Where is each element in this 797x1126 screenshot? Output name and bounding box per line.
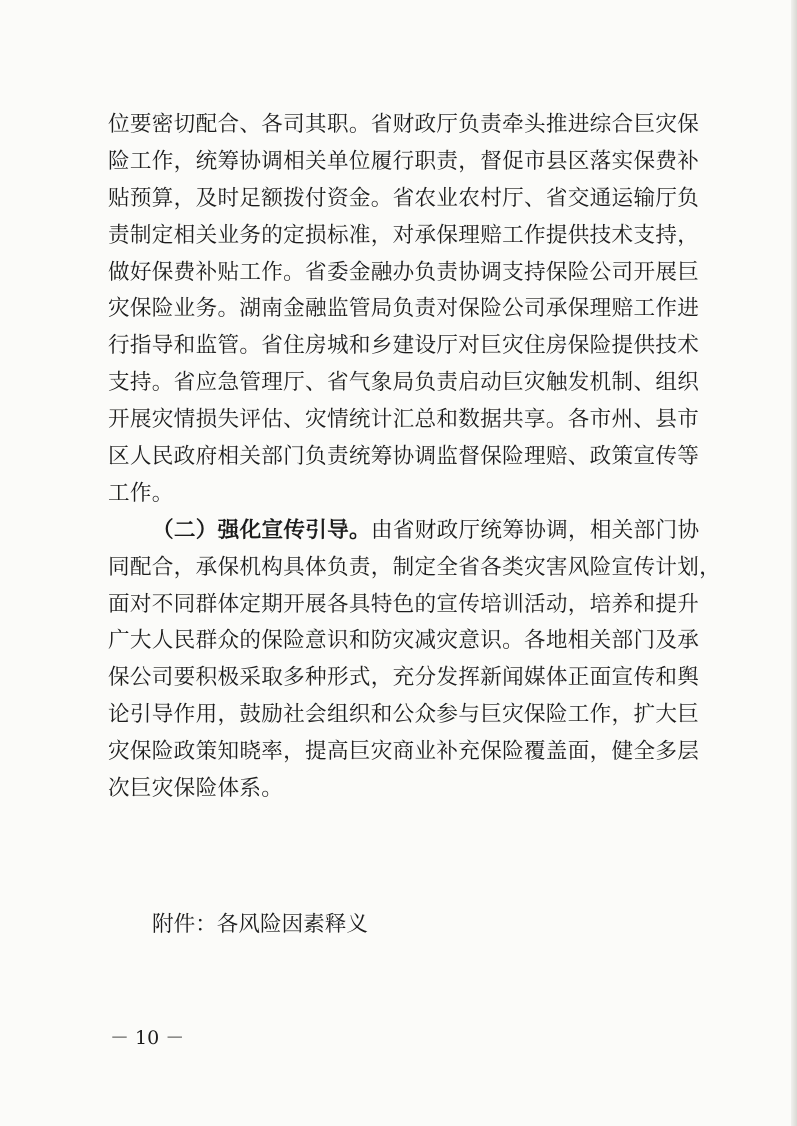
- paragraph-line: 广大人民群众的保险意识和防灾减灾意识。各地相关部门及承: [108, 628, 700, 654]
- paragraph-line: 责制定相关业务的定损标准，对承保理赔工作提供技术支持，: [108, 222, 700, 248]
- paragraph-line: 位要密切配合、各司其职。省财政厅负责牵头推进综合巨灾保: [108, 112, 700, 137]
- paragraph-line: 论引导作用，鼓励社会组织和公众参与巨灾保险工作，扩大巨: [108, 702, 700, 728]
- paragraph-line: 同配合，承保机构具体负责，制定全省各类灾害风险宣传计划，: [108, 554, 722, 580]
- page-number: － 10 －: [110, 1027, 185, 1049]
- paragraph-line: 工作。: [108, 480, 174, 506]
- attachment-note: 附件：各风险因素释义: [152, 912, 368, 937]
- paragraph-line: 贴预算，及时足额拨付资金。省农业农村厅、省交通运输厅负: [108, 185, 700, 211]
- paragraph-line: 保公司要积极采取多种形式，充分发挥新闻媒体正面宣传和舆: [108, 665, 700, 691]
- paragraph-line: 次巨灾保险体系。: [108, 776, 284, 802]
- paragraph-line: 面对不同群体定期开展各具特色的宣传培训活动，培养和提升: [108, 591, 700, 617]
- paragraph-line: 区人民政府相关部门负责统筹协调监督保险理赔、政策宣传等: [108, 444, 700, 470]
- section-heading-line: [108, 513, 700, 550]
- paragraph-line: 行指导和监管。省住房城和乡建设厅对巨灾住房保险提供技术: [108, 333, 700, 359]
- paragraph-line: 开展灾情损失评估、灾情统计汇总和数据共享。各市州、县市: [108, 407, 700, 433]
- paragraph-line: 支持。省应急管理厅、省气象局负责启动巨灾触发机制、组织: [108, 370, 700, 396]
- paragraph-line: 做好保费补贴工作。省委金融办负责协调支持保险公司开展巨: [108, 259, 700, 285]
- scan-edge: [791, 0, 797, 1126]
- paragraph-line: 险工作，统筹协调相关单位履行职责，督促市县区落实保费补: [108, 148, 700, 174]
- section-heading: （二）强化宣传引导。: [152, 517, 371, 543]
- paragraph-line-text: 由省财政厅统筹协调，相关部门协: [370, 517, 700, 543]
- paragraph-line: 灾保险政策知晓率，提高巨灾商业补充保险覆盖面，健全多层: [108, 739, 700, 765]
- document-body: [108, 107, 722, 808]
- paragraph-line: 灾保险业务。湖南金融监管局负责对保险公司承保理赔工作进: [108, 296, 700, 322]
